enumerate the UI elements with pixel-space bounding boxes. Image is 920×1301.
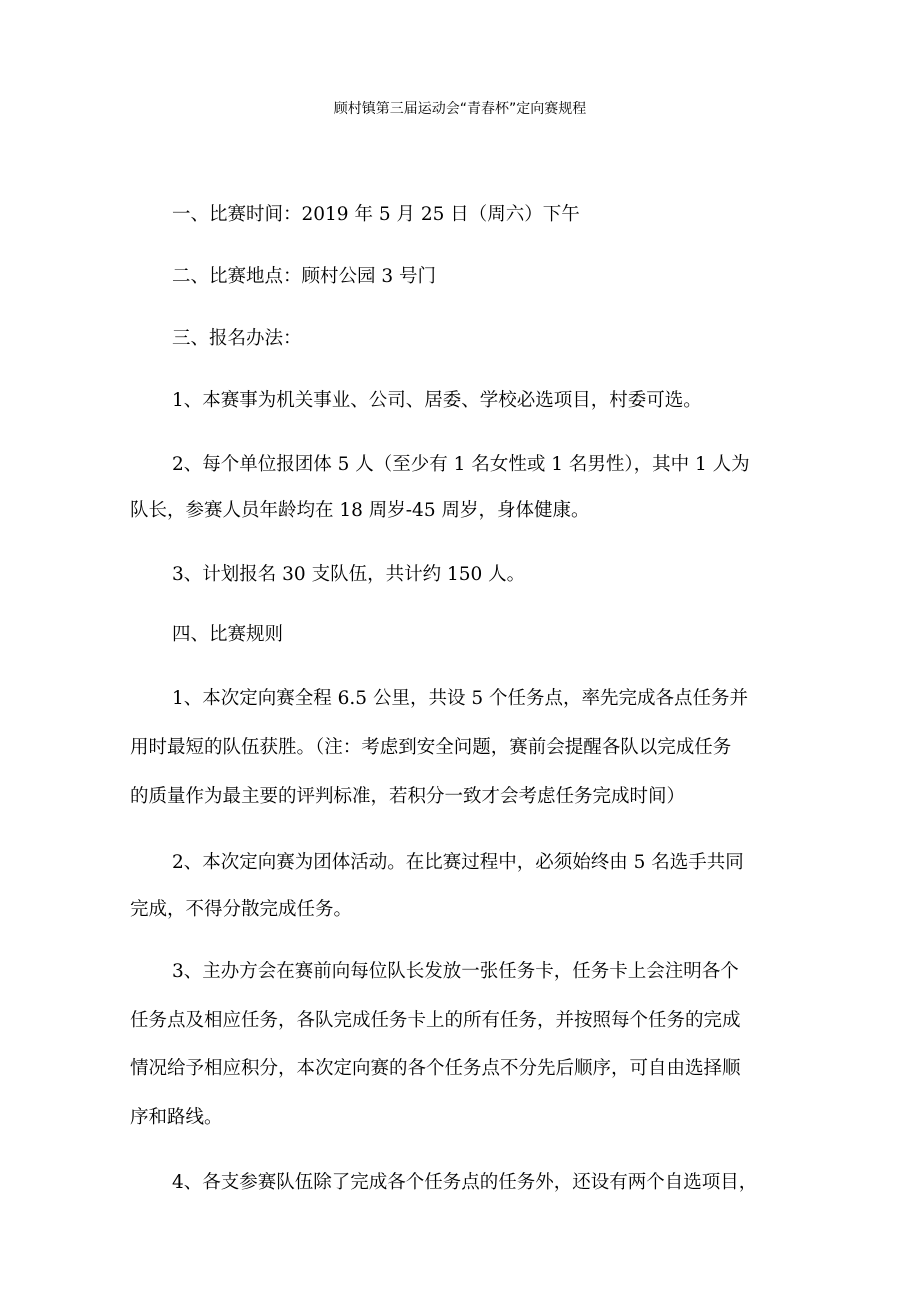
section-rules-heading: 四、比赛规则 — [172, 624, 284, 645]
rule-1-line-1: 1、本次定向赛全程 6.5 公里，共设 5 个任务点，率先完成各点任务并 — [172, 688, 748, 709]
registration-item-3: 3、计划报名 30 支队伍，共计约 150 人。 — [172, 564, 526, 585]
rule-3-line-4: 序和路线。 — [130, 1107, 223, 1128]
registration-item-2-line-2: 队长，参赛人员年龄均在 18 周岁-45 周岁，身体健康。 — [130, 500, 590, 521]
section-location: 二、比赛地点：顾村公园 3 号门 — [172, 266, 437, 287]
section-registration-heading: 三、报名办法： — [172, 328, 302, 349]
rule-3-line-1: 3、主办方会在赛前向每位队长发放一张任务卡，任务卡上会注明各个 — [172, 961, 739, 982]
rule-3-line-3: 情况给予相应积分，本次定向赛的各个任务点不分先后顺序，可自由选择顺 — [130, 1058, 741, 1079]
rule-2-line-2: 完成，不得分散完成任务。 — [130, 899, 353, 920]
document-title: 顾村镇第三届运动会“青春杯”定向赛规程 — [333, 101, 587, 117]
rule-4-line-1: 4、各支参赛队伍除了完成各个任务点的任务外，还设有两个自选项目， — [172, 1172, 758, 1193]
rule-1-line-3: 的质量作为最主要的评判标准，若积分一致才会考虑任务完成时间） — [130, 786, 686, 807]
rule-2-line-1: 2、本次定向赛为团体活动。在比赛过程中，必须始终由 5 名选手共同 — [172, 852, 744, 873]
registration-item-2-line-1: 2、每个单位报团体 5 人（至少有 1 名女性或 1 名男性），其中 1 人为 — [172, 454, 750, 475]
registration-item-1: 1、本赛事为机关事业、公司、居委、学校必选项目，村委可选。 — [172, 390, 702, 411]
section-time: 一、比赛时间：2019 年 5 月 25 日（周六）下午 — [172, 204, 580, 225]
rule-1-line-2: 用时最短的队伍获胜。（注：考虑到安全问题，赛前会提醒各队以完成任务 — [130, 737, 732, 758]
rule-3-line-2: 任务点及相应任务，各队完成任务卡上的所有任务，并按照每个任务的完成 — [130, 1010, 741, 1031]
